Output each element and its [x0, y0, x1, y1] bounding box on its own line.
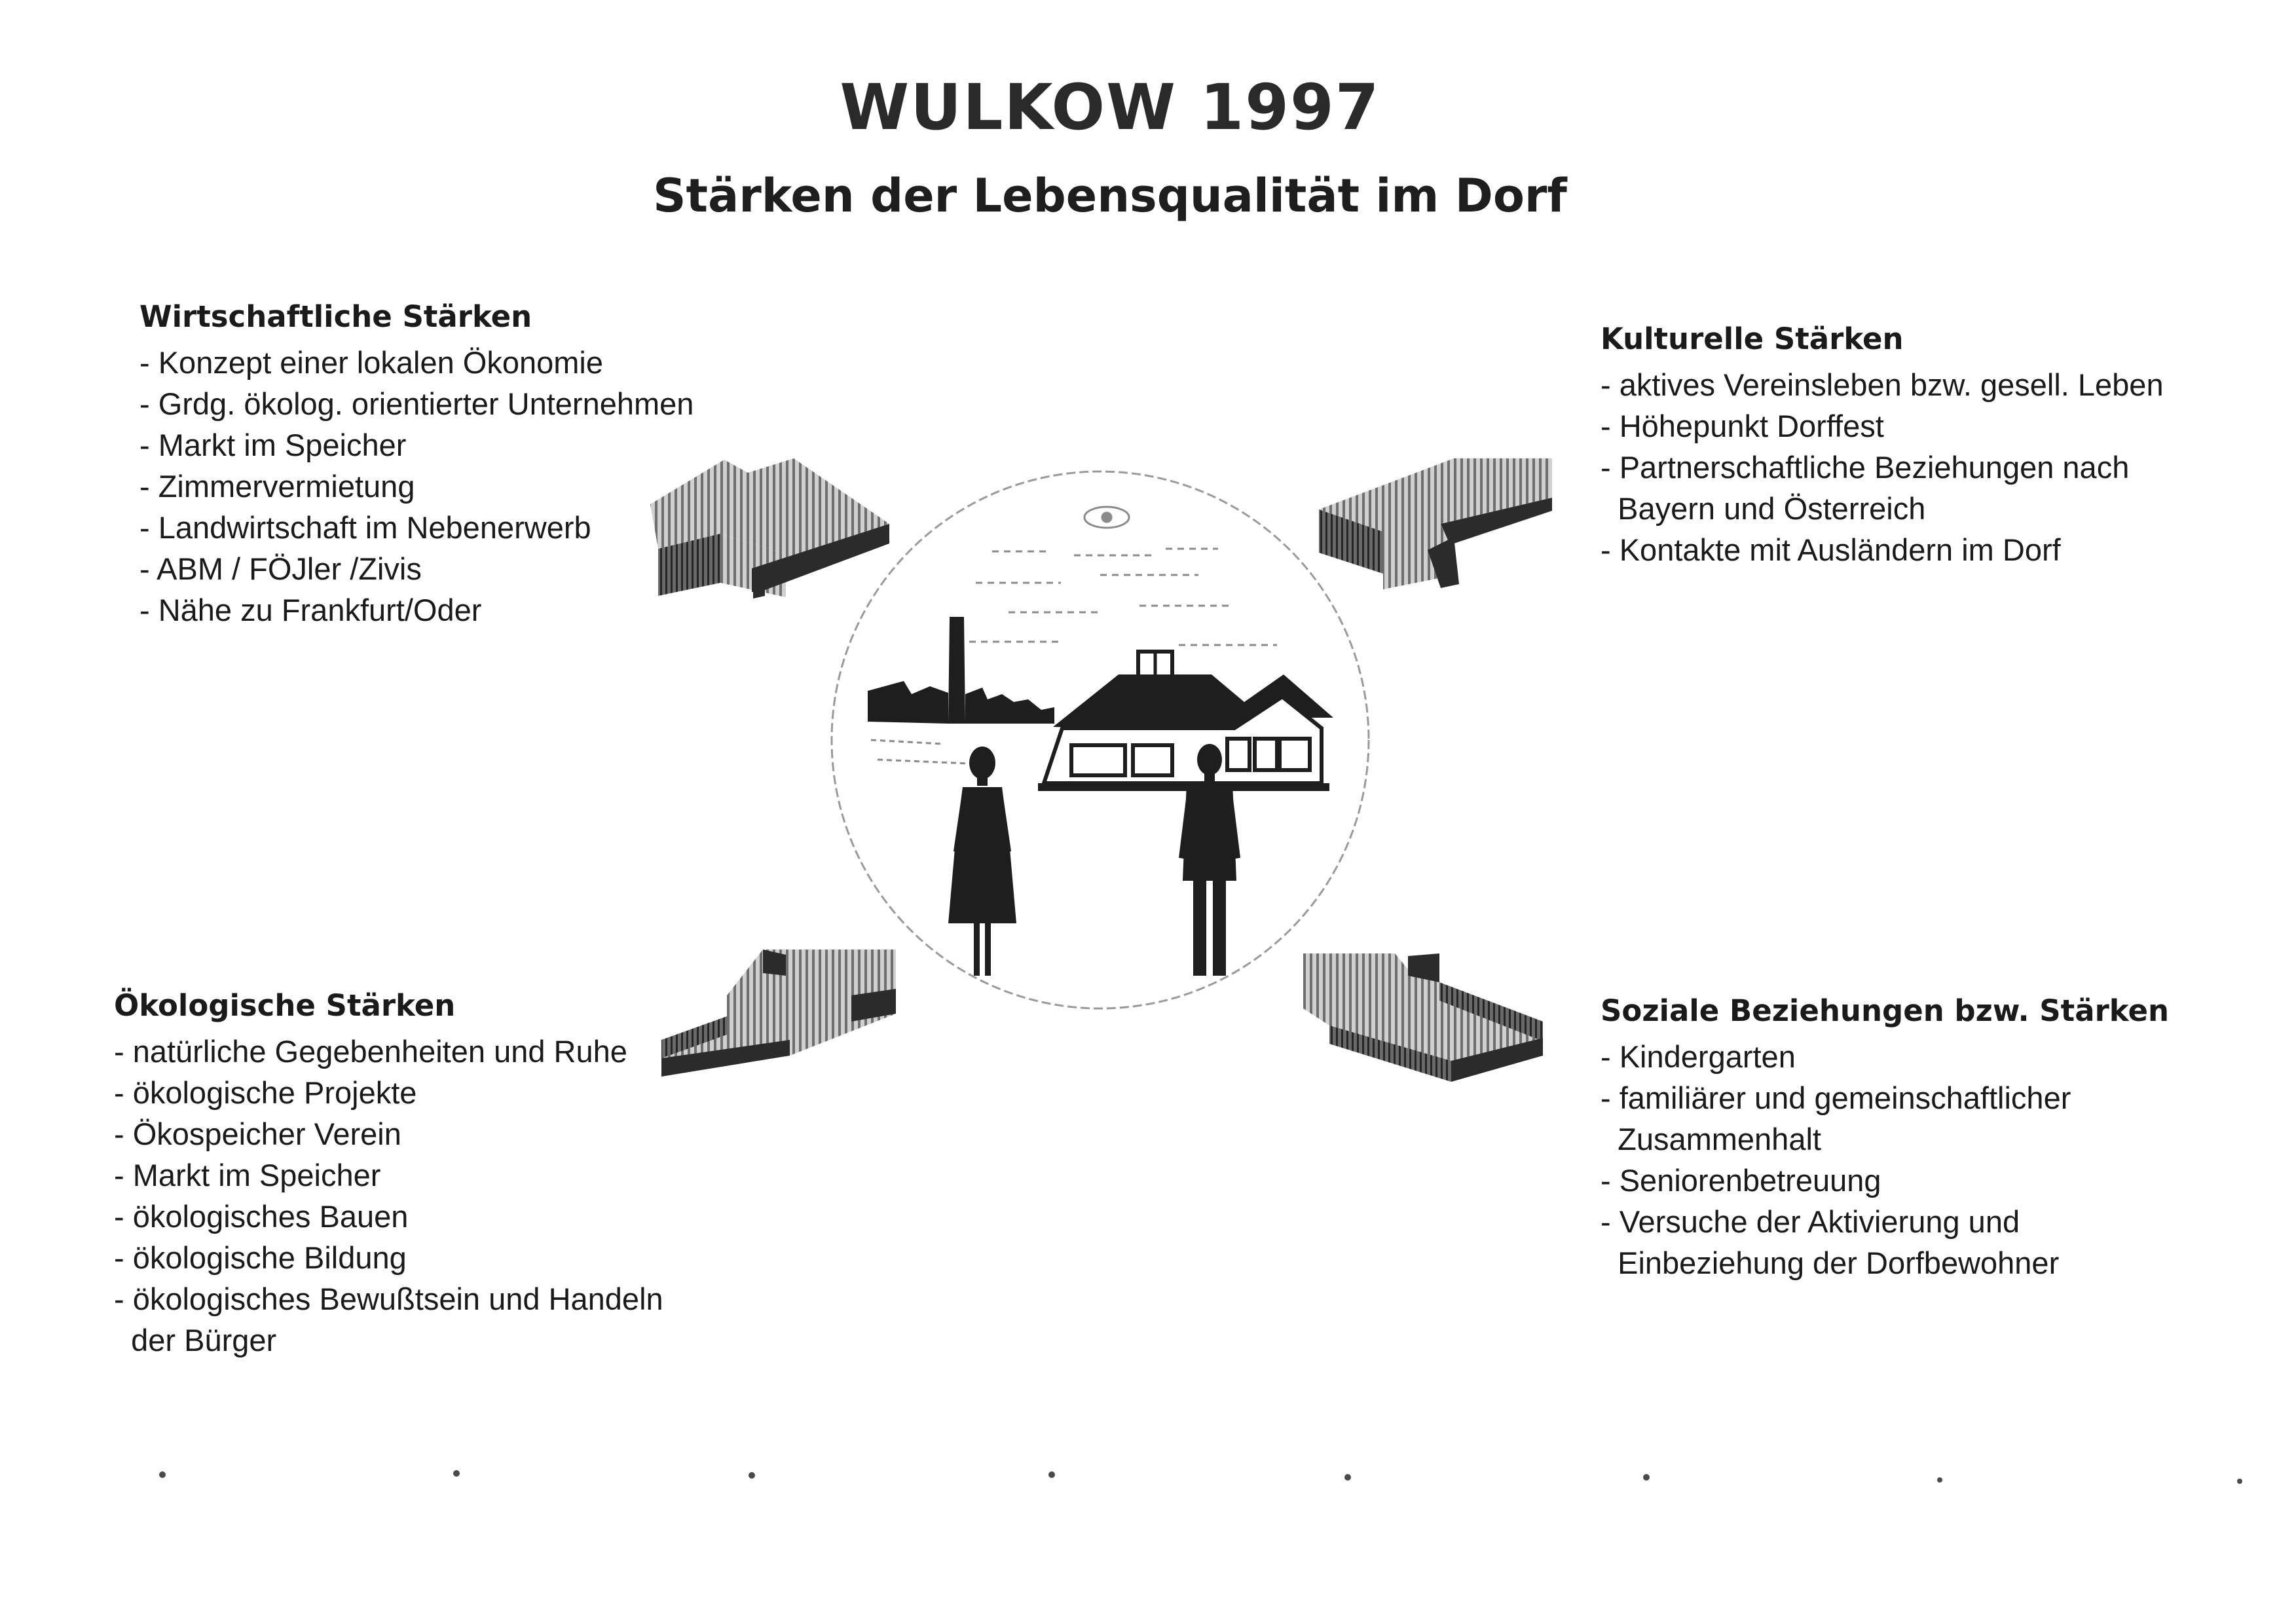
- list-item: - Partnerschaftliche Beziehungen nach: [1601, 450, 2130, 485]
- list-item: - Ökospeicher Verein: [114, 1116, 401, 1151]
- factory-icon: [868, 617, 1054, 724]
- list-item: Einbeziehung der Dorfbewohner: [1601, 1246, 2060, 1280]
- section-wirtschaftliche-staerken: [139, 296, 694, 631]
- section-heading: Kulturelle Stärken: [1601, 322, 1904, 356]
- section-oekologische-staerken: [114, 985, 663, 1361]
- page-subtitle: Stärken der Lebensqualität im Dorf: [653, 169, 1567, 223]
- arrow-bottom-right: [1303, 953, 1543, 1082]
- list-item: - Zimmervermietung: [139, 469, 415, 504]
- section-kulturelle-staerken: [1601, 318, 2164, 570]
- list-item: Zusammenhalt: [1601, 1122, 1821, 1156]
- list-item: - Markt im Speicher: [139, 428, 407, 462]
- list-item: - ökologische Bildung: [114, 1240, 407, 1275]
- list-item: - Nähe zu Frankfurt/Oder: [139, 593, 482, 627]
- list-item: - natürliche Gegebenheiten und Ruhe: [114, 1034, 627, 1069]
- list-item: - Versuche der Aktivierung und: [1601, 1204, 2020, 1239]
- list-item: - Kontakte mit Ausländern im Dorf: [1601, 532, 2061, 567]
- section-heading: Ökologische Stärken: [114, 988, 456, 1023]
- list-item: Bayern und Österreich: [1601, 491, 1926, 526]
- woman-figure: [948, 747, 1016, 976]
- list-item: der Bürger: [114, 1323, 277, 1357]
- list-item: - Landwirtschaft im Nebenerwerb: [139, 510, 591, 545]
- section-list: [1601, 1036, 2169, 1283]
- list-item: - Grdg. ökolog. orientierter Unternehmen: [139, 386, 694, 421]
- page-title: WULKOW 1997: [840, 71, 1380, 144]
- arrow-top-right: [1319, 458, 1552, 589]
- list-item: - Konzept einer lokalen Ökonomie: [139, 345, 604, 380]
- section-list: [1601, 364, 2164, 570]
- list-item: - Kindergarten: [1601, 1039, 1796, 1074]
- list-item: - Markt im Speicher: [114, 1158, 381, 1192]
- list-item: - aktives Vereinsleben bzw. gesell. Leben: [1601, 367, 2164, 402]
- sky-marks: [969, 507, 1277, 645]
- section-list: [139, 342, 694, 631]
- section-list: [114, 1031, 663, 1361]
- section-heading: Soziale Beziehungen bzw. Stärken: [1601, 993, 2170, 1028]
- list-item: - ABM / FÖJler /Zivis: [139, 551, 422, 586]
- list-item: - ökologisches Bauen: [114, 1199, 409, 1234]
- list-item: - ökologisches Bewußtsein und Handeln: [114, 1282, 663, 1316]
- section-soziale-beziehungen: [1601, 990, 2169, 1283]
- list-item: - ökologische Projekte: [114, 1075, 417, 1110]
- list-item: - familiärer und gemeinschaftlicher: [1601, 1080, 2071, 1115]
- section-heading: Wirtschaftliche Stärken: [139, 299, 532, 334]
- arrow-bottom-left: [661, 950, 896, 1077]
- list-item: - Höhepunkt Dorffest: [1601, 409, 1884, 443]
- house-icon: [1038, 652, 1333, 791]
- bottom-dots: [159, 1470, 2242, 1484]
- list-item: - Seniorenbetreuung: [1601, 1163, 1881, 1198]
